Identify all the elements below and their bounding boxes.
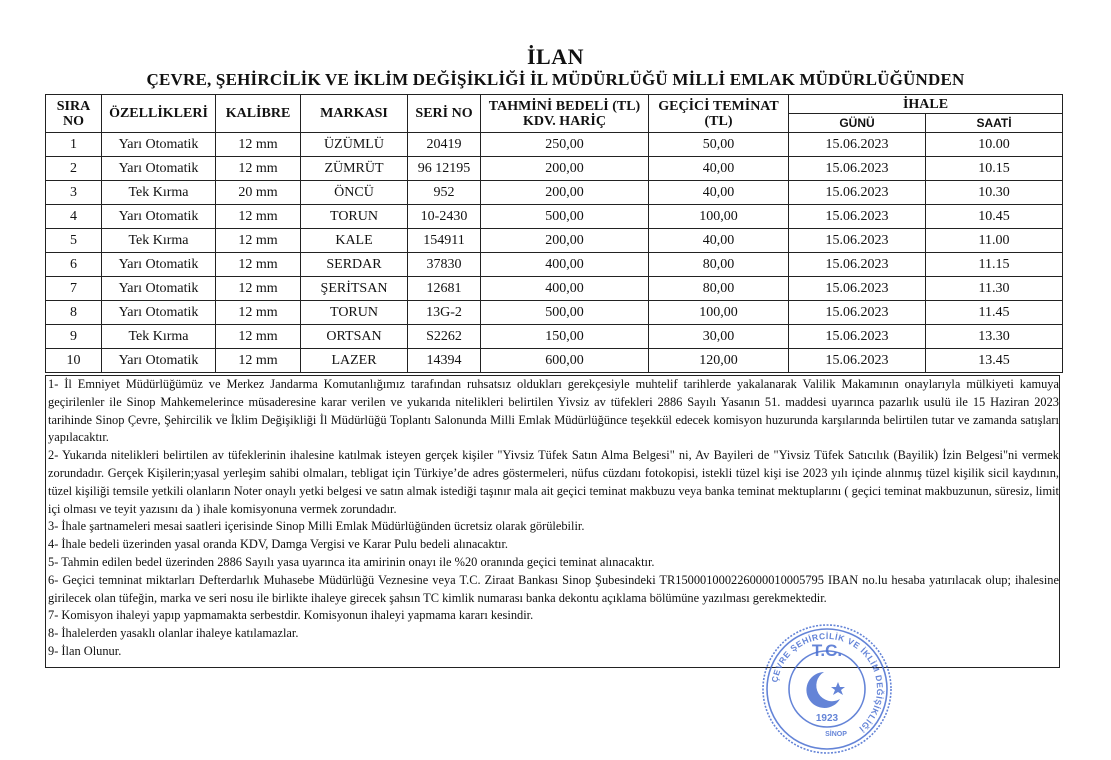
table-row <box>46 181 1063 205</box>
cell-marka: ŞERİTSAN <box>301 277 408 301</box>
cell-ozellik: Yarı Otomatik <box>102 349 216 373</box>
cell-bedel: 200,00 <box>481 229 649 253</box>
note-item: 7- Komisyon ihaleyi yapıp yapmamakta serbestdir. Komisyonun ihaleyi yapmama kararı kesindir. <box>48 608 534 623</box>
cell-ozellik: Yarı Otomatik <box>102 277 216 301</box>
table-row <box>46 229 1063 253</box>
cell-gun: 15.06.2023 <box>789 157 926 181</box>
cell-seri: 10-2430 <box>408 205 481 229</box>
cell-kalibre: 12 mm <box>216 277 301 301</box>
header-gecici-teminat: GEÇİCİ TEMİNAT (TL) <box>649 95 789 133</box>
cell-marka: LAZER <box>301 349 408 373</box>
cell-marka: SERDAR <box>301 253 408 277</box>
cell-marka: TORUN <box>301 301 408 325</box>
cell-kalibre: 12 mm <box>216 325 301 349</box>
cell-gun: 15.06.2023 <box>789 181 926 205</box>
cell-bedel: 500,00 <box>481 205 649 229</box>
cell-kalibre: 12 mm <box>216 301 301 325</box>
cell-bedel: 250,00 <box>481 133 649 157</box>
note-item: 9- İlan Olunur. <box>48 643 122 658</box>
seal-year: 1923 <box>815 713 839 724</box>
cell-teminat: 30,00 <box>649 325 789 349</box>
cell-ozellik: Yarı Otomatik <box>102 133 216 157</box>
cell-kalibre: 20 mm <box>216 181 301 205</box>
table-row <box>46 277 1063 301</box>
table-row <box>46 349 1063 373</box>
table-row <box>46 157 1063 181</box>
cell-marka: ORTSAN <box>301 325 408 349</box>
cell-teminat: 40,00 <box>649 181 789 205</box>
header-ozellikleri: ÖZELLİKLERİ <box>102 95 216 133</box>
cell-saat: 11.00 <box>926 229 1063 253</box>
cell-seri: 14394 <box>408 349 481 373</box>
table-row <box>46 205 1063 229</box>
table-row <box>46 301 1063 325</box>
cell-no: 5 <box>46 229 102 253</box>
cell-teminat: 40,00 <box>649 157 789 181</box>
note-item: 1- İl Emniyet Müdürlüğümüz ve Merkez Jandarma Komutanlığımız tarafından ruhsatsız oldukları gerekçesiyle muhtelif tarihlerde yakalanarak Valilik Makamının onaylarıyla mülkiyeti kamuya geçirilenler ile Sinop Mahkemelerince müsaderesine karar verilen ve yukarıda nitelikleri belirtilen Yivsiz av tüfekleri 2886 Sayılı Yasanın 51. maddesi uyarınca pazarlık usulü ile 15 Haziran 2023 tarihinde Sinop Çevre, Şehircilik ve İklim Değişikliği İl Müdürlüğü Toplantı Salonunda Milli Emlak Müdürlüğünce teşekkül edecek komisyon huzurunda karşılarında belirtilen tutar ve zamanda satışları yapılacaktır. <box>48 377 1059 445</box>
cell-kalibre: 12 mm <box>216 205 301 229</box>
cell-marka: ÖNCÜ <box>301 181 408 205</box>
official-seal-icon <box>758 620 896 758</box>
cell-ozellik: Yarı Otomatik <box>102 301 216 325</box>
note-item: 5- Tahmin edilen bedel üzerinden 2886 Sayılı yasa uyarınca ita amirinin onayı ile %20 oranında geçici teminat alınacaktır. <box>48 554 655 569</box>
cell-kalibre: 12 mm <box>216 229 301 253</box>
seal-top-text: T.C. <box>811 641 843 660</box>
cell-gun: 15.06.2023 <box>789 325 926 349</box>
note-item: 8- İhalelerden yasaklı olanlar ihaleye katılamazlar. <box>48 626 299 641</box>
cell-seri: 13G-2 <box>408 301 481 325</box>
cell-no: 1 <box>46 133 102 157</box>
cell-saat: 13.30 <box>926 325 1063 349</box>
cell-teminat: 120,00 <box>649 349 789 373</box>
cell-kalibre: 12 mm <box>216 157 301 181</box>
cell-saat: 10.15 <box>926 157 1063 181</box>
note-item: 6- Geçici temninat miktarları Defterdarlık Muhasebe Müdürlüğü Veznesine veya T.C. Ziraat Bankası Sinop Şubesindeki TR150001000226000010005795 IBAN no.lu hesaba yatırılacak olup; ihalesine girilecek olan tüfeğin, marka ve seri nosu ile birlikte ihaleye girecek şahsın TC kimlik numarası banka dekontu açıklama bölümüne yazılması gerekmektedir. <box>48 572 1059 605</box>
cell-marka: ÜZÜMLÜ <box>301 133 408 157</box>
cell-no: 6 <box>46 253 102 277</box>
cell-saat: 10.00 <box>926 133 1063 157</box>
cell-marka: KALE <box>301 229 408 253</box>
cell-teminat: 100,00 <box>649 205 789 229</box>
cell-bedel: 400,00 <box>481 277 649 301</box>
cell-seri: 154911 <box>408 229 481 253</box>
auction-table <box>45 94 1063 373</box>
table-row <box>46 133 1063 157</box>
cell-teminat: 100,00 <box>649 301 789 325</box>
cell-seri: S2262 <box>408 325 481 349</box>
cell-bedel: 600,00 <box>481 349 649 373</box>
cell-gun: 15.06.2023 <box>789 349 926 373</box>
cell-saat: 11.30 <box>926 277 1063 301</box>
seal-center-text: SİNOP <box>825 731 847 738</box>
cell-teminat: 50,00 <box>649 133 789 157</box>
cell-seri: 20419 <box>408 133 481 157</box>
table-row <box>46 325 1063 349</box>
cell-no: 2 <box>46 157 102 181</box>
cell-bedel: 500,00 <box>481 301 649 325</box>
cell-ozellik: Yarı Otomatik <box>102 205 216 229</box>
cell-no: 9 <box>46 325 102 349</box>
cell-no: 8 <box>46 301 102 325</box>
cell-teminat: 80,00 <box>649 253 789 277</box>
cell-teminat: 40,00 <box>649 229 789 253</box>
cell-saat: 13.45 <box>926 349 1063 373</box>
cell-ozellik: Yarı Otomatik <box>102 253 216 277</box>
cell-kalibre: 12 mm <box>216 133 301 157</box>
header-kalibre: KALİBRE <box>216 95 301 133</box>
cell-bedel: 200,00 <box>481 181 649 205</box>
cell-gun: 15.06.2023 <box>789 133 926 157</box>
note-item: 4- İhale bedeli üzerinden yasal oranda KDV, Damga Vergisi ve Karar Pulu bedeli alınacaktır. <box>48 537 509 552</box>
cell-bedel: 200,00 <box>481 157 649 181</box>
cell-teminat: 80,00 <box>649 277 789 301</box>
cell-seri: 952 <box>408 181 481 205</box>
header-markasi: MARKASI <box>301 95 408 133</box>
cell-gun: 15.06.2023 <box>789 277 926 301</box>
cell-no: 4 <box>46 205 102 229</box>
cell-bedel: 150,00 <box>481 325 649 349</box>
cell-saat: 10.45 <box>926 205 1063 229</box>
cell-no: 3 <box>46 181 102 205</box>
cell-seri: 37830 <box>408 253 481 277</box>
cell-gun: 15.06.2023 <box>789 229 926 253</box>
cell-seri: 12681 <box>408 277 481 301</box>
table-row <box>46 253 1063 277</box>
cell-ozellik: Yarı Otomatik <box>102 157 216 181</box>
header-sira-no: SIRA NO <box>46 95 102 133</box>
cell-saat: 11.45 <box>926 301 1063 325</box>
cell-no: 10 <box>46 349 102 373</box>
cell-kalibre: 12 mm <box>216 349 301 373</box>
cell-ozellik: Tek Kırma <box>102 181 216 205</box>
cell-ozellik: Tek Kırma <box>102 229 216 253</box>
note-item: 2- Yukarıda nitelikleri belirtilen av tüfeklerinin ihalesine katılmak isteyen gerçek kişiler "Yivsiz Tüfek Satın Alma Belgesi" ni, Av Bayileri de "Yivsiz Tüfek Satıcılık (Bayilik) İzin Belgesi"ni vermek zorundadır. Gerçek Kişilerin;yasal yerleşim sahibi olmaları, tebligat için Türkiye’de adres göstermeleri, nüfus cüzdanı fotokopisi, istekli tüzel kişi ise 2023 yılı içinde alınmış tüzel kişilik sicil kaydının, tüzel kişiliği temsile yetkili olanların Noter onaylı yetki belgesi ve satın almak istediği taşınır mala ait geçici teminat makbuzu veya banka teminat mektuplarını ( geçici teminat makbuzunun, süresiz, limit içi olması ve teyit yazısını da ) ihale komisyonuna vermek zorundadır. <box>48 448 1059 516</box>
cell-kalibre: 12 mm <box>216 253 301 277</box>
header-tahmini-bedel: TAHMİNİ BEDELİ (TL) KDV. HARİÇ <box>481 95 649 133</box>
cell-gun: 15.06.2023 <box>789 205 926 229</box>
header-gunu: GÜNÜ <box>789 114 926 133</box>
header-saati: SAATİ <box>926 114 1063 133</box>
cell-bedel: 400,00 <box>481 253 649 277</box>
header-ihale: İHALE <box>789 95 1063 114</box>
header-seri-no: SERİ NO <box>408 95 481 133</box>
cell-seri: 96 12195 <box>408 157 481 181</box>
cell-gun: 15.06.2023 <box>789 253 926 277</box>
cell-gun: 15.06.2023 <box>789 301 926 325</box>
seal-ring-text: ÇEVRE ŞEHİRCİLİK VE İKLİM DEĞİŞİKLİĞİ <box>769 630 886 735</box>
notes-section <box>45 375 1060 668</box>
page-title: İLAN <box>526 44 584 69</box>
cell-marka: ZÜMRÜT <box>301 157 408 181</box>
cell-saat: 11.15 <box>926 253 1063 277</box>
cell-marka: TORUN <box>301 205 408 229</box>
cell-no: 7 <box>46 277 102 301</box>
note-item: 3- İhale şartnameleri mesai saatleri içerisinde Sinop Milli Emlak Müdürlüğünden ücretsiz olarak görülebilir. <box>48 519 585 534</box>
cell-ozellik: Tek Kırma <box>102 325 216 349</box>
cell-saat: 10.30 <box>926 181 1063 205</box>
page-subtitle: ÇEVRE, ŞEHİRCİLİK VE İKLİM DEĞİŞİKLİĞİ İL MÜDÜRLÜĞÜ MİLLİ EMLAK MÜDÜRLÜĞÜNDEN <box>146 70 965 89</box>
